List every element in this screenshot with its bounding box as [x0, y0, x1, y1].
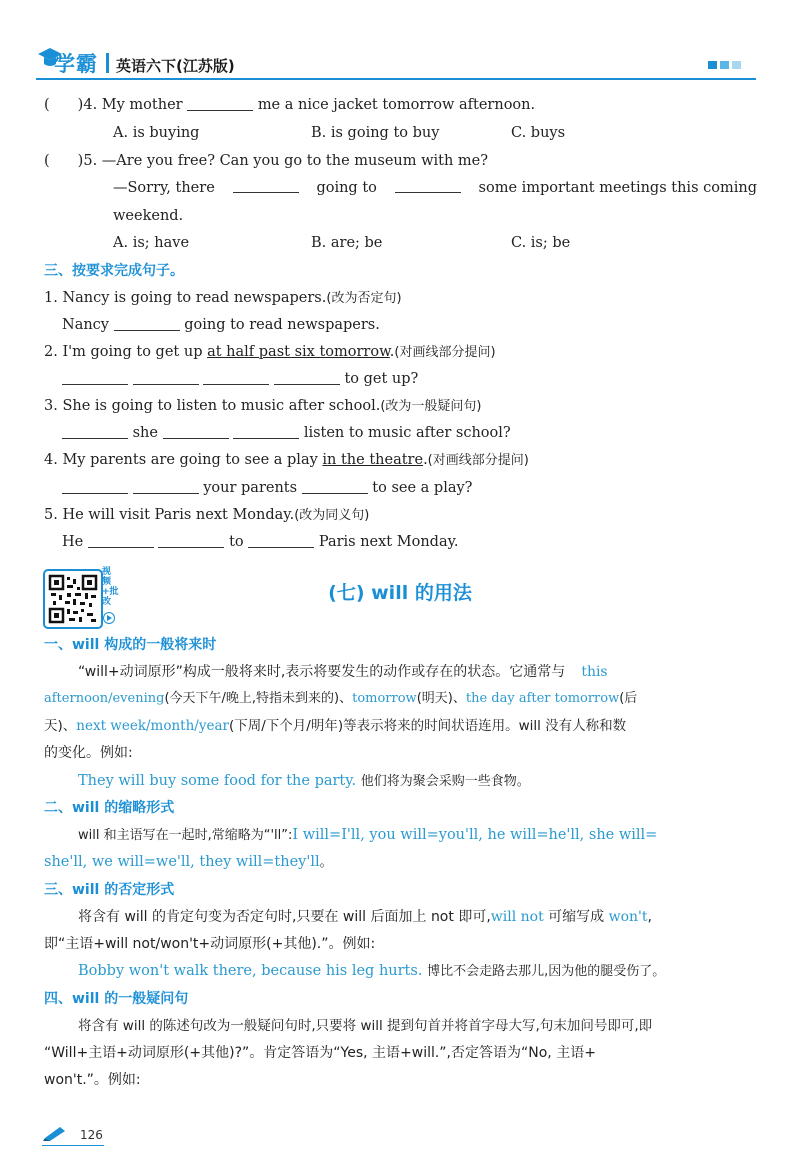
- header-square-icon: [732, 61, 741, 69]
- logo-divider: [106, 53, 109, 73]
- s3-item-3: 3. She is going to listen to music after school.(改为一般疑问句): [44, 398, 482, 414]
- part-1-title: 一、will 构成的一般将来时: [44, 637, 217, 653]
- answer-blank[interactable]: [62, 479, 128, 494]
- part-3-para-line-1: 将含有 will 的肯定句变为否定句时,只要在 will 后面加上 not 即可,will not 可缩写成 won't,: [78, 909, 652, 925]
- s3-item-4: 4. My parents are going to see a play in the theatre.(对画线部分提问): [44, 452, 529, 468]
- answer-blank[interactable]: [187, 96, 253, 111]
- part-1-para-line-4: 的变化。例如:: [44, 745, 133, 761]
- part-2-title: 二、will 的缩略形式: [44, 800, 175, 816]
- section-3-title: 三、按要求完成句子。: [44, 263, 184, 279]
- part-1-example: They will buy some food for the party. 他们将为聚会采购一些食物。: [78, 773, 530, 789]
- answer-blank[interactable]: [395, 178, 461, 193]
- s3-item-1: 1. Nancy is going to read newspapers.(改为否定句): [44, 290, 402, 306]
- q5-stem: ( )5. —Are you free? Can you go to the museum with me?: [44, 153, 489, 169]
- answer-blank[interactable]: [158, 533, 224, 548]
- answer-blank[interactable]: [88, 533, 154, 548]
- answer-blank[interactable]: [203, 370, 269, 385]
- answer-blank[interactable]: [62, 370, 128, 385]
- q5-option-c: C. is; be: [511, 235, 571, 251]
- q4-stem: ( )4. My mother me a nice jacket tomorrow afternoon.: [44, 97, 536, 113]
- answer-blank[interactable]: [302, 479, 368, 494]
- q5-option-a: A. is; have: [113, 235, 190, 251]
- part-2-para-line-1: will 和主语写在一起时,常缩略为“'ll”:I will=I'll, you will=you'll, he will=he'll, she will=: [78, 827, 658, 843]
- header-square-icon: [720, 61, 729, 69]
- part-4-para-line-3: won't.”。例如:: [44, 1072, 141, 1088]
- page-header: [36, 42, 756, 82]
- part-4-para-line-1: 将含有 will 的陈述句改为一般疑问句时,只要将 will 提到句首并将首字母大写,句末加问号即可,即: [78, 1018, 653, 1034]
- q5-reply: —Sorry, there going to some important meetings this coming: [113, 180, 757, 196]
- qr-label: 视频+批改: [102, 567, 119, 607]
- answer-blank[interactable]: [233, 178, 299, 193]
- s3-answer-3: she listen to music after school?: [62, 423, 511, 443]
- header-rule: [36, 78, 756, 80]
- pencil-icon: [42, 1125, 68, 1141]
- q5-option-b: B. are; be: [311, 235, 383, 251]
- header-square-icon: [708, 61, 717, 69]
- answer-blank[interactable]: [133, 479, 199, 494]
- s3-answer-5: He to Paris next Monday.: [62, 534, 459, 550]
- part-2-para-line-2: she'll, we will=we'll, they will=they'll。: [44, 854, 333, 870]
- play-icon[interactable]: [103, 612, 115, 624]
- s3-answer-4: your parents to see a play?: [62, 478, 472, 498]
- q5-reply-cont: weekend.: [113, 208, 184, 224]
- part-3-example: Bobby won't walk there, because his leg hurts. 博比不会走路去那儿,因为他的腿受伤了。: [78, 963, 666, 979]
- q4-option-a: A. is buying: [113, 125, 200, 141]
- page-number: 126: [80, 1128, 103, 1142]
- answer-blank[interactable]: [163, 424, 229, 439]
- s3-answer-1: Nancy going to read newspapers.: [62, 317, 380, 333]
- answer-blank[interactable]: [274, 370, 340, 385]
- footer-rule: [42, 1145, 104, 1146]
- part-1-para-line-1: “will+动词原形”构成一般将来时,表示将要发生的动作或存在的状态。它通常与 this: [78, 664, 608, 680]
- answer-blank[interactable]: [233, 424, 299, 439]
- part-3-para-line-2: 即“主语+will not/won't+动词原形(+其他).”。例如:: [44, 936, 376, 952]
- part-1-para-line-3: 天)、next week/month/year(下周/下个月/明年)等表示将来的时间状语连用。will 没有人称和数: [44, 718, 627, 734]
- answer-blank[interactable]: [248, 533, 314, 548]
- chapter-title: (七) will 的用法: [328, 582, 472, 604]
- part-4-para-line-2: “Will+主语+动词原形(+其他)?”。肯定答语为“Yes, 主语+will.”,否定答语为“No, 主语+: [44, 1045, 596, 1061]
- brand-logo-text: 学霸: [54, 52, 98, 76]
- part-3-title: 三、will 的否定形式: [44, 882, 175, 898]
- q4-option-b: B. is going to buy: [311, 125, 440, 141]
- book-title: 英语六下(江苏版): [116, 57, 235, 75]
- answer-blank[interactable]: [62, 424, 128, 439]
- answer-blank[interactable]: [133, 370, 199, 385]
- answer-blank[interactable]: [114, 316, 180, 331]
- part-1-para-line-2: afternoon/evening(今天下午/晚上,特指未到来的)、tomorrow(明天)、the day after tomorrow(后: [44, 691, 638, 706]
- part-4-title: 四、will 的一般疑问句: [44, 991, 189, 1007]
- q4-option-c: C. buys: [511, 125, 566, 141]
- s3-item-5: 5. He will visit Paris next Monday.(改为同义句): [44, 507, 370, 523]
- s3-answer-2: to get up?: [62, 369, 418, 389]
- s3-item-2: 2. I'm going to get up at half past six tomorrow.(对画线部分提问): [44, 344, 496, 360]
